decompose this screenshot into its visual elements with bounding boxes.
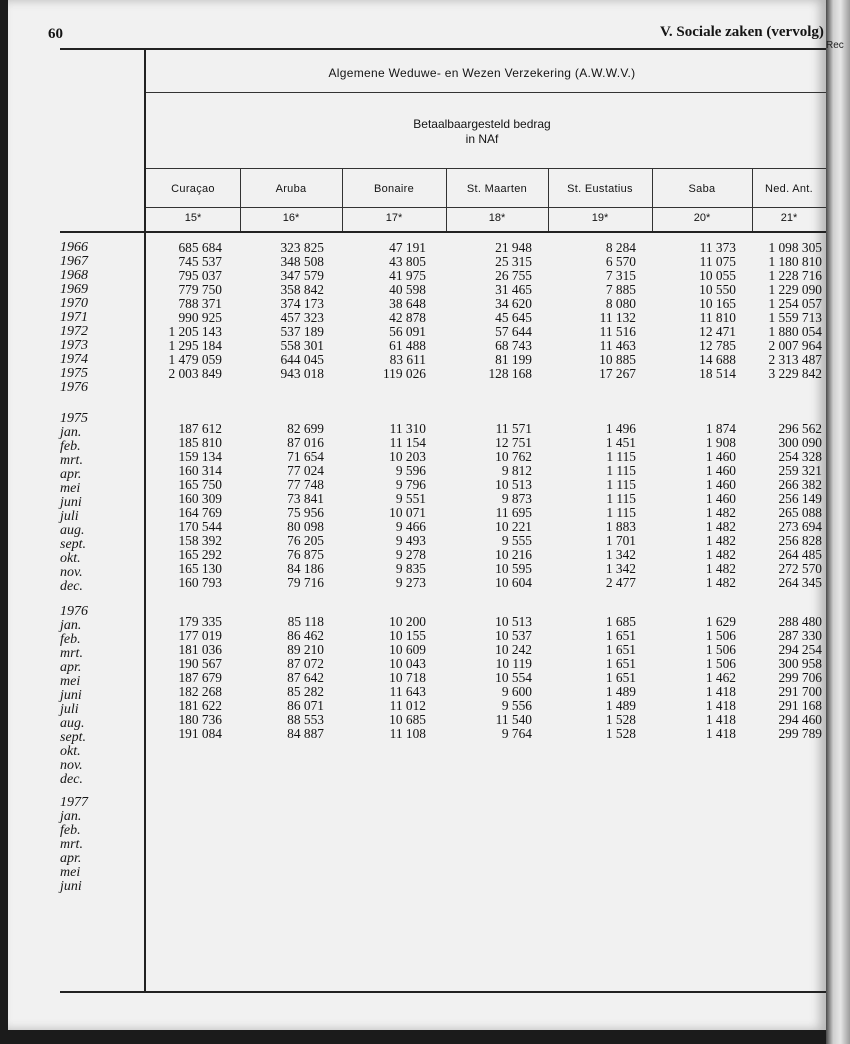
table-cell: 57 644 (495, 324, 532, 339)
table-cell: 45 645 (495, 310, 532, 325)
table-cell: 9 873 (501, 491, 532, 506)
table-cell: 300 090 (778, 435, 822, 450)
table-cell: 296 562 (778, 421, 822, 436)
table-cell: 1 254 057 (768, 296, 822, 311)
title-rule (146, 92, 826, 93)
table-cell: 273 694 (778, 519, 822, 534)
table-cell: 11 012 (389, 698, 426, 713)
table-cell: 1 460 (705, 449, 736, 464)
month-label: juli (60, 509, 79, 524)
table-cell: 1 651 (605, 642, 636, 657)
table-cell: 76 875 (287, 547, 324, 562)
table-cell: 1 506 (705, 628, 736, 643)
table-cell: 1 342 (605, 561, 636, 576)
table-cell: 2 313 487 (768, 352, 822, 367)
table-cell: 1 418 (705, 726, 736, 741)
table-cell: 1 506 (705, 656, 736, 671)
table-cell: 11 540 (495, 712, 532, 727)
table-cell: 1 462 (705, 670, 736, 685)
table-cell: 1 528 (605, 726, 636, 741)
column-name: Ned. Ant. (765, 183, 813, 195)
table-cell: 11 108 (389, 726, 426, 741)
month-label: feb. (60, 632, 81, 647)
table-cell: 40 598 (389, 282, 426, 297)
table-cell: 1 506 (705, 642, 736, 657)
table-cell: 287 330 (778, 628, 822, 643)
table-cell: 10 554 (495, 670, 532, 685)
table-cell: 85 118 (287, 614, 324, 629)
column-name: St. Maarten (466, 183, 528, 195)
month-label: jan. (60, 618, 82, 633)
table-cell: 1 559 713 (768, 310, 822, 325)
table-cell: 11 810 (699, 310, 736, 325)
table-cell: 265 088 (778, 505, 822, 520)
table-cell: 1 460 (705, 491, 736, 506)
table-cell: 165 130 (178, 561, 222, 576)
table-cell: 164 769 (178, 505, 222, 520)
running-head: V. Sociale zaken (vervolg) (660, 24, 824, 40)
table-cell: 685 684 (178, 240, 222, 255)
table-cell: 88 553 (287, 712, 324, 727)
table-cell: 1 496 (605, 421, 636, 436)
column-head-bottom-rule (60, 231, 826, 233)
table-cell: 18 514 (699, 366, 736, 381)
table-cell: 1 418 (705, 684, 736, 699)
table-cell: 26 755 (495, 268, 532, 283)
table-cell: 795 037 (178, 268, 222, 283)
adjacent-page-edge (826, 0, 850, 1044)
table-cell: 187 612 (178, 421, 222, 436)
table-cell: 943 018 (280, 366, 324, 381)
table-cell: 11 154 (389, 435, 426, 450)
table-cell: 1 205 143 (168, 324, 222, 339)
table-cell: 190 567 (178, 656, 222, 671)
table-cell: 79 716 (287, 575, 324, 590)
table-cell: 264 485 (778, 547, 822, 562)
year-label: 1966 (60, 240, 88, 255)
table-cell: 10 537 (495, 628, 532, 643)
table-cell: 10 718 (389, 670, 426, 685)
month-label: mrt. (60, 837, 83, 852)
table-cell: 1 451 (605, 435, 636, 450)
table-cell: 77 748 (287, 477, 324, 492)
table-cell: 10 119 (495, 656, 532, 671)
year-label: 1976 (60, 380, 88, 395)
table-cell: 10 595 (495, 561, 532, 576)
month-label: okt. (60, 551, 81, 566)
table-cell: 2 003 849 (168, 366, 222, 381)
year-label: 1971 (60, 310, 88, 325)
table-cell: 10 242 (495, 642, 532, 657)
table-cell: 8 080 (605, 296, 636, 311)
table-cell: 1 489 (605, 698, 636, 713)
table-cell: 457 323 (280, 310, 324, 325)
table-cell: 86 071 (287, 698, 324, 713)
year-label: 1967 (60, 254, 88, 269)
table-cell: 77 024 (287, 463, 324, 478)
table-cell: 1 482 (705, 575, 736, 590)
table-cell: 25 315 (495, 254, 532, 269)
table-cell: 10 155 (389, 628, 426, 643)
adjacent-page-text: Rec (826, 40, 844, 51)
column-name-rule (146, 207, 826, 208)
month-label: aug. (60, 716, 85, 731)
table-cell: 1 482 (705, 505, 736, 520)
table-cell: 1 482 (705, 533, 736, 548)
table-cell: 6 570 (605, 254, 636, 269)
month-label: mei (60, 481, 81, 496)
table-cell: 165 292 (178, 547, 222, 562)
year-label: 1969 (60, 282, 88, 297)
month-label: apr. (60, 851, 82, 866)
table-cell: 990 925 (178, 310, 222, 325)
year-label: 1974 (60, 352, 88, 367)
table-cell: 266 382 (778, 477, 822, 492)
table-cell: 10 513 (495, 614, 532, 629)
table-cell: 17 267 (599, 366, 636, 381)
table-cell: 11 516 (599, 324, 636, 339)
table-cell: 347 579 (280, 268, 324, 283)
table-cell: 42 878 (389, 310, 426, 325)
table-cell: 745 537 (178, 254, 222, 269)
month-label: juni (60, 495, 82, 510)
table-cell: 160 309 (178, 491, 222, 506)
table-cell: 1 629 (705, 614, 736, 629)
column-name: Bonaire (373, 183, 414, 195)
table-cell: 87 016 (287, 435, 324, 450)
table-cell: 10 203 (389, 449, 426, 464)
table-cell: 1 115 (606, 491, 636, 506)
month-label: feb. (60, 823, 81, 838)
table-cell: 2 007 964 (768, 338, 822, 353)
column-name: St. Eustatius (567, 183, 633, 195)
month-label: nov. (60, 565, 83, 580)
table-cell: 272 570 (778, 561, 822, 576)
table-cell: 264 345 (778, 575, 822, 590)
table-cell: 358 842 (280, 282, 324, 297)
year-label: 1972 (60, 324, 88, 339)
table-cell: 76 205 (287, 533, 324, 548)
table-cell: 12 751 (495, 435, 532, 450)
table-cell: 11 373 (699, 240, 736, 255)
table-cell: 191 084 (178, 726, 222, 741)
table-subtitle (146, 117, 818, 147)
table-cell: 85 282 (287, 684, 324, 699)
table-cell: 1 489 (605, 684, 636, 699)
table-cell: 38 648 (389, 296, 426, 311)
table-cell: 10 550 (699, 282, 736, 297)
table-cell: 12 471 (699, 324, 736, 339)
table-cell: 1 651 (605, 670, 636, 685)
bottom-rule (60, 991, 826, 993)
table-cell: 10 609 (389, 642, 426, 657)
table-cell: 1 651 (605, 656, 636, 671)
block-year-label: 1976 (60, 604, 88, 619)
table-cell: 11 643 (389, 684, 426, 699)
table-cell: 3 229 842 (768, 366, 822, 381)
table-cell: 11 075 (699, 254, 736, 269)
table-cell: 259 321 (778, 463, 822, 478)
table-cell: 374 173 (280, 296, 324, 311)
column-name: Saba (688, 183, 716, 195)
table-cell: 291 700 (778, 684, 822, 699)
table-cell: 10 762 (495, 449, 532, 464)
table-cell: 10 604 (495, 575, 532, 590)
table-cell: 10 071 (389, 505, 426, 520)
table-cell: 1 418 (705, 698, 736, 713)
table-cell: 1 180 810 (768, 254, 822, 269)
block-year-label: 1975 (60, 411, 88, 426)
table-cell: 1 115 (606, 449, 636, 464)
table-cell: 159 134 (178, 449, 222, 464)
month-label: mrt. (60, 453, 83, 468)
month-label: mei (60, 674, 81, 689)
table-cell: 21 948 (495, 240, 532, 255)
table-cell: 81 199 (495, 352, 532, 367)
table-cell: 299 789 (778, 726, 822, 741)
table-cell: 1 115 (606, 505, 636, 520)
table-cell: 1 482 (705, 519, 736, 534)
table-cell: 779 750 (178, 282, 222, 297)
column-number: 18* (488, 212, 506, 224)
table-cell: 256 828 (778, 533, 822, 548)
month-label: sept. (60, 537, 87, 552)
table-cell: 1 880 054 (768, 324, 822, 339)
table-cell: 323 825 (280, 240, 324, 255)
column-name: Aruba (275, 183, 307, 195)
month-label: mei (60, 865, 81, 880)
table-cell: 68 743 (495, 338, 532, 353)
table-cell: 181 622 (178, 698, 222, 713)
table-cell: 10 221 (495, 519, 532, 534)
table-cell: 1 228 716 (768, 268, 822, 283)
table-cell: 10 685 (389, 712, 426, 727)
table-cell: 34 620 (495, 296, 532, 311)
table-cell: 9 596 (395, 463, 426, 478)
table-cell: 87 642 (287, 670, 324, 685)
table-cell: 56 091 (389, 324, 426, 339)
year-label: 1970 (60, 296, 88, 311)
column-head-top-rule (146, 168, 826, 169)
table-cell: 537 189 (280, 324, 324, 339)
table-cell: 9 764 (501, 726, 532, 741)
table-cell: 9 812 (501, 463, 532, 478)
table-cell: 9 555 (501, 533, 532, 548)
table-cell: 1 883 (605, 519, 636, 534)
table-cell: 1 295 184 (168, 338, 222, 353)
month-label: dec. (60, 772, 83, 787)
column-number: 21* (780, 212, 798, 224)
table-cell: 41 975 (389, 268, 426, 283)
table-cell: 61 488 (389, 338, 426, 353)
table-cell: 558 301 (280, 338, 324, 353)
month-label: aug. (60, 523, 85, 538)
table-cell: 294 460 (778, 712, 822, 727)
table-cell: 89 210 (287, 642, 324, 657)
table-cell: 158 392 (178, 533, 222, 548)
month-label: apr. (60, 467, 82, 482)
month-label: nov. (60, 758, 83, 773)
table-cell: 1 479 059 (168, 352, 222, 367)
table-subtitle-line1: Betaalbaargesteld bedrag (413, 117, 551, 131)
block-year-label: 1977 (60, 795, 88, 810)
table-cell: 1 460 (705, 477, 736, 492)
table-cell: 1 342 (605, 547, 636, 562)
table-cell: 187 679 (178, 670, 222, 685)
table-cell: 1 460 (705, 463, 736, 478)
column-number: 15* (184, 212, 202, 224)
table-cell: 9 796 (395, 477, 426, 492)
table-cell: 7 315 (605, 268, 636, 283)
table-cell: 294 254 (778, 642, 822, 657)
table-cell: 185 810 (178, 435, 222, 450)
month-label: juli (60, 702, 79, 717)
table-cell: 73 841 (287, 491, 324, 506)
table-cell: 9 273 (395, 575, 426, 590)
table-cell: 179 335 (178, 614, 222, 629)
table-cell: 254 328 (778, 449, 822, 464)
table-cell: 160 793 (178, 575, 222, 590)
column-number: 17* (385, 212, 403, 224)
table-cell: 288 480 (778, 614, 822, 629)
table-cell: 14 688 (699, 352, 736, 367)
table-cell: 128 168 (488, 366, 532, 381)
column-number: 19* (591, 212, 609, 224)
table-cell: 10 200 (389, 614, 426, 629)
month-label: mrt. (60, 646, 83, 661)
table-cell: 10 043 (389, 656, 426, 671)
table-subtitle-line2: in NAf (465, 132, 499, 146)
month-label: juni (60, 688, 82, 703)
year-label: 1975 (60, 366, 88, 381)
column-name: Curaçao (171, 183, 215, 195)
table-title: Algemene Weduwe- en Wezen Verzekering (A.W.W.V.) (328, 66, 636, 80)
table-cell: 1 685 (605, 614, 636, 629)
table-cell: 9 600 (501, 684, 532, 699)
top-rule (60, 48, 826, 50)
table-cell: 10 885 (599, 352, 636, 367)
table-cell: 1 115 (606, 463, 636, 478)
table-cell: 8 284 (605, 240, 636, 255)
table-cell: 10 055 (699, 268, 736, 283)
table-cell: 9 466 (395, 519, 426, 534)
table-cell: 71 654 (287, 449, 324, 464)
table-cell: 1 482 (705, 561, 736, 576)
table-cell: 1 528 (605, 712, 636, 727)
table-cell: 1 098 305 (768, 240, 822, 255)
table-cell: 160 314 (178, 463, 222, 478)
table-cell: 84 186 (287, 561, 324, 576)
table-cell: 1 651 (605, 628, 636, 643)
table-cell: 291 168 (778, 698, 822, 713)
table-cell: 9 551 (395, 491, 426, 506)
table-cell: 1 418 (705, 712, 736, 727)
table-cell: 348 508 (280, 254, 324, 269)
table-cell: 12 785 (699, 338, 736, 353)
table-cell: 182 268 (178, 684, 222, 699)
column-number: 16* (282, 212, 300, 224)
month-label: okt. (60, 744, 81, 759)
table-cell: 86 462 (287, 628, 324, 643)
table-cell: 83 611 (389, 352, 426, 367)
table-cell: 1 874 (705, 421, 736, 436)
page-number: 60 (48, 26, 63, 42)
table-cell: 84 887 (287, 726, 324, 741)
table-cell: 10 165 (699, 296, 736, 311)
month-label: juni (60, 879, 82, 894)
table-cell: 299 706 (778, 670, 822, 685)
table-cell: 119 026 (382, 366, 426, 381)
table-cell: 9 493 (395, 533, 426, 548)
table-cell: 11 695 (495, 505, 532, 520)
table-cell: 11 571 (495, 421, 532, 436)
month-label: jan. (60, 809, 82, 824)
table-cell: 9 835 (395, 561, 426, 576)
month-label: feb. (60, 439, 81, 454)
table-cell: 11 132 (599, 310, 636, 325)
table-cell: 177 019 (178, 628, 222, 643)
table-cell: 87 072 (287, 656, 324, 671)
table-cell: 181 036 (178, 642, 222, 657)
table-cell: 180 736 (178, 712, 222, 727)
year-label: 1973 (60, 338, 88, 353)
table-cell: 1 229 090 (768, 282, 822, 297)
table-cell: 9 278 (395, 547, 426, 562)
table-cell: 2 477 (605, 575, 636, 590)
table-cell: 1 482 (705, 547, 736, 562)
column-number: 20* (693, 212, 711, 224)
table-cell: 82 699 (287, 421, 324, 436)
table-cell: 256 149 (778, 491, 822, 506)
month-label: jan. (60, 425, 82, 440)
year-label: 1968 (60, 268, 88, 283)
table-cell: 1 701 (605, 533, 636, 548)
table-cell: 11 463 (599, 338, 636, 353)
month-label: dec. (60, 579, 83, 594)
table-cell: 7 885 (605, 282, 636, 297)
table-cell: 43 805 (389, 254, 426, 269)
table-cell: 300 958 (778, 656, 822, 671)
table-cell: 47 191 (389, 240, 426, 255)
table-cell: 165 750 (178, 477, 222, 492)
table-cell: 80 098 (287, 519, 324, 534)
table-cell: 9 556 (501, 698, 532, 713)
month-label: apr. (60, 660, 82, 675)
month-label: sept. (60, 730, 87, 745)
table-cell: 170 544 (178, 519, 222, 534)
table-cell: 1 908 (705, 435, 736, 450)
table-cell: 31 465 (495, 282, 532, 297)
table-cell: 644 045 (280, 352, 324, 367)
table-cell: 11 310 (389, 421, 426, 436)
table-cell: 10 216 (495, 547, 532, 562)
table-cell: 1 115 (606, 477, 636, 492)
table-cell: 75 956 (287, 505, 324, 520)
table-cell: 788 371 (178, 296, 222, 311)
table-cell: 10 513 (495, 477, 532, 492)
